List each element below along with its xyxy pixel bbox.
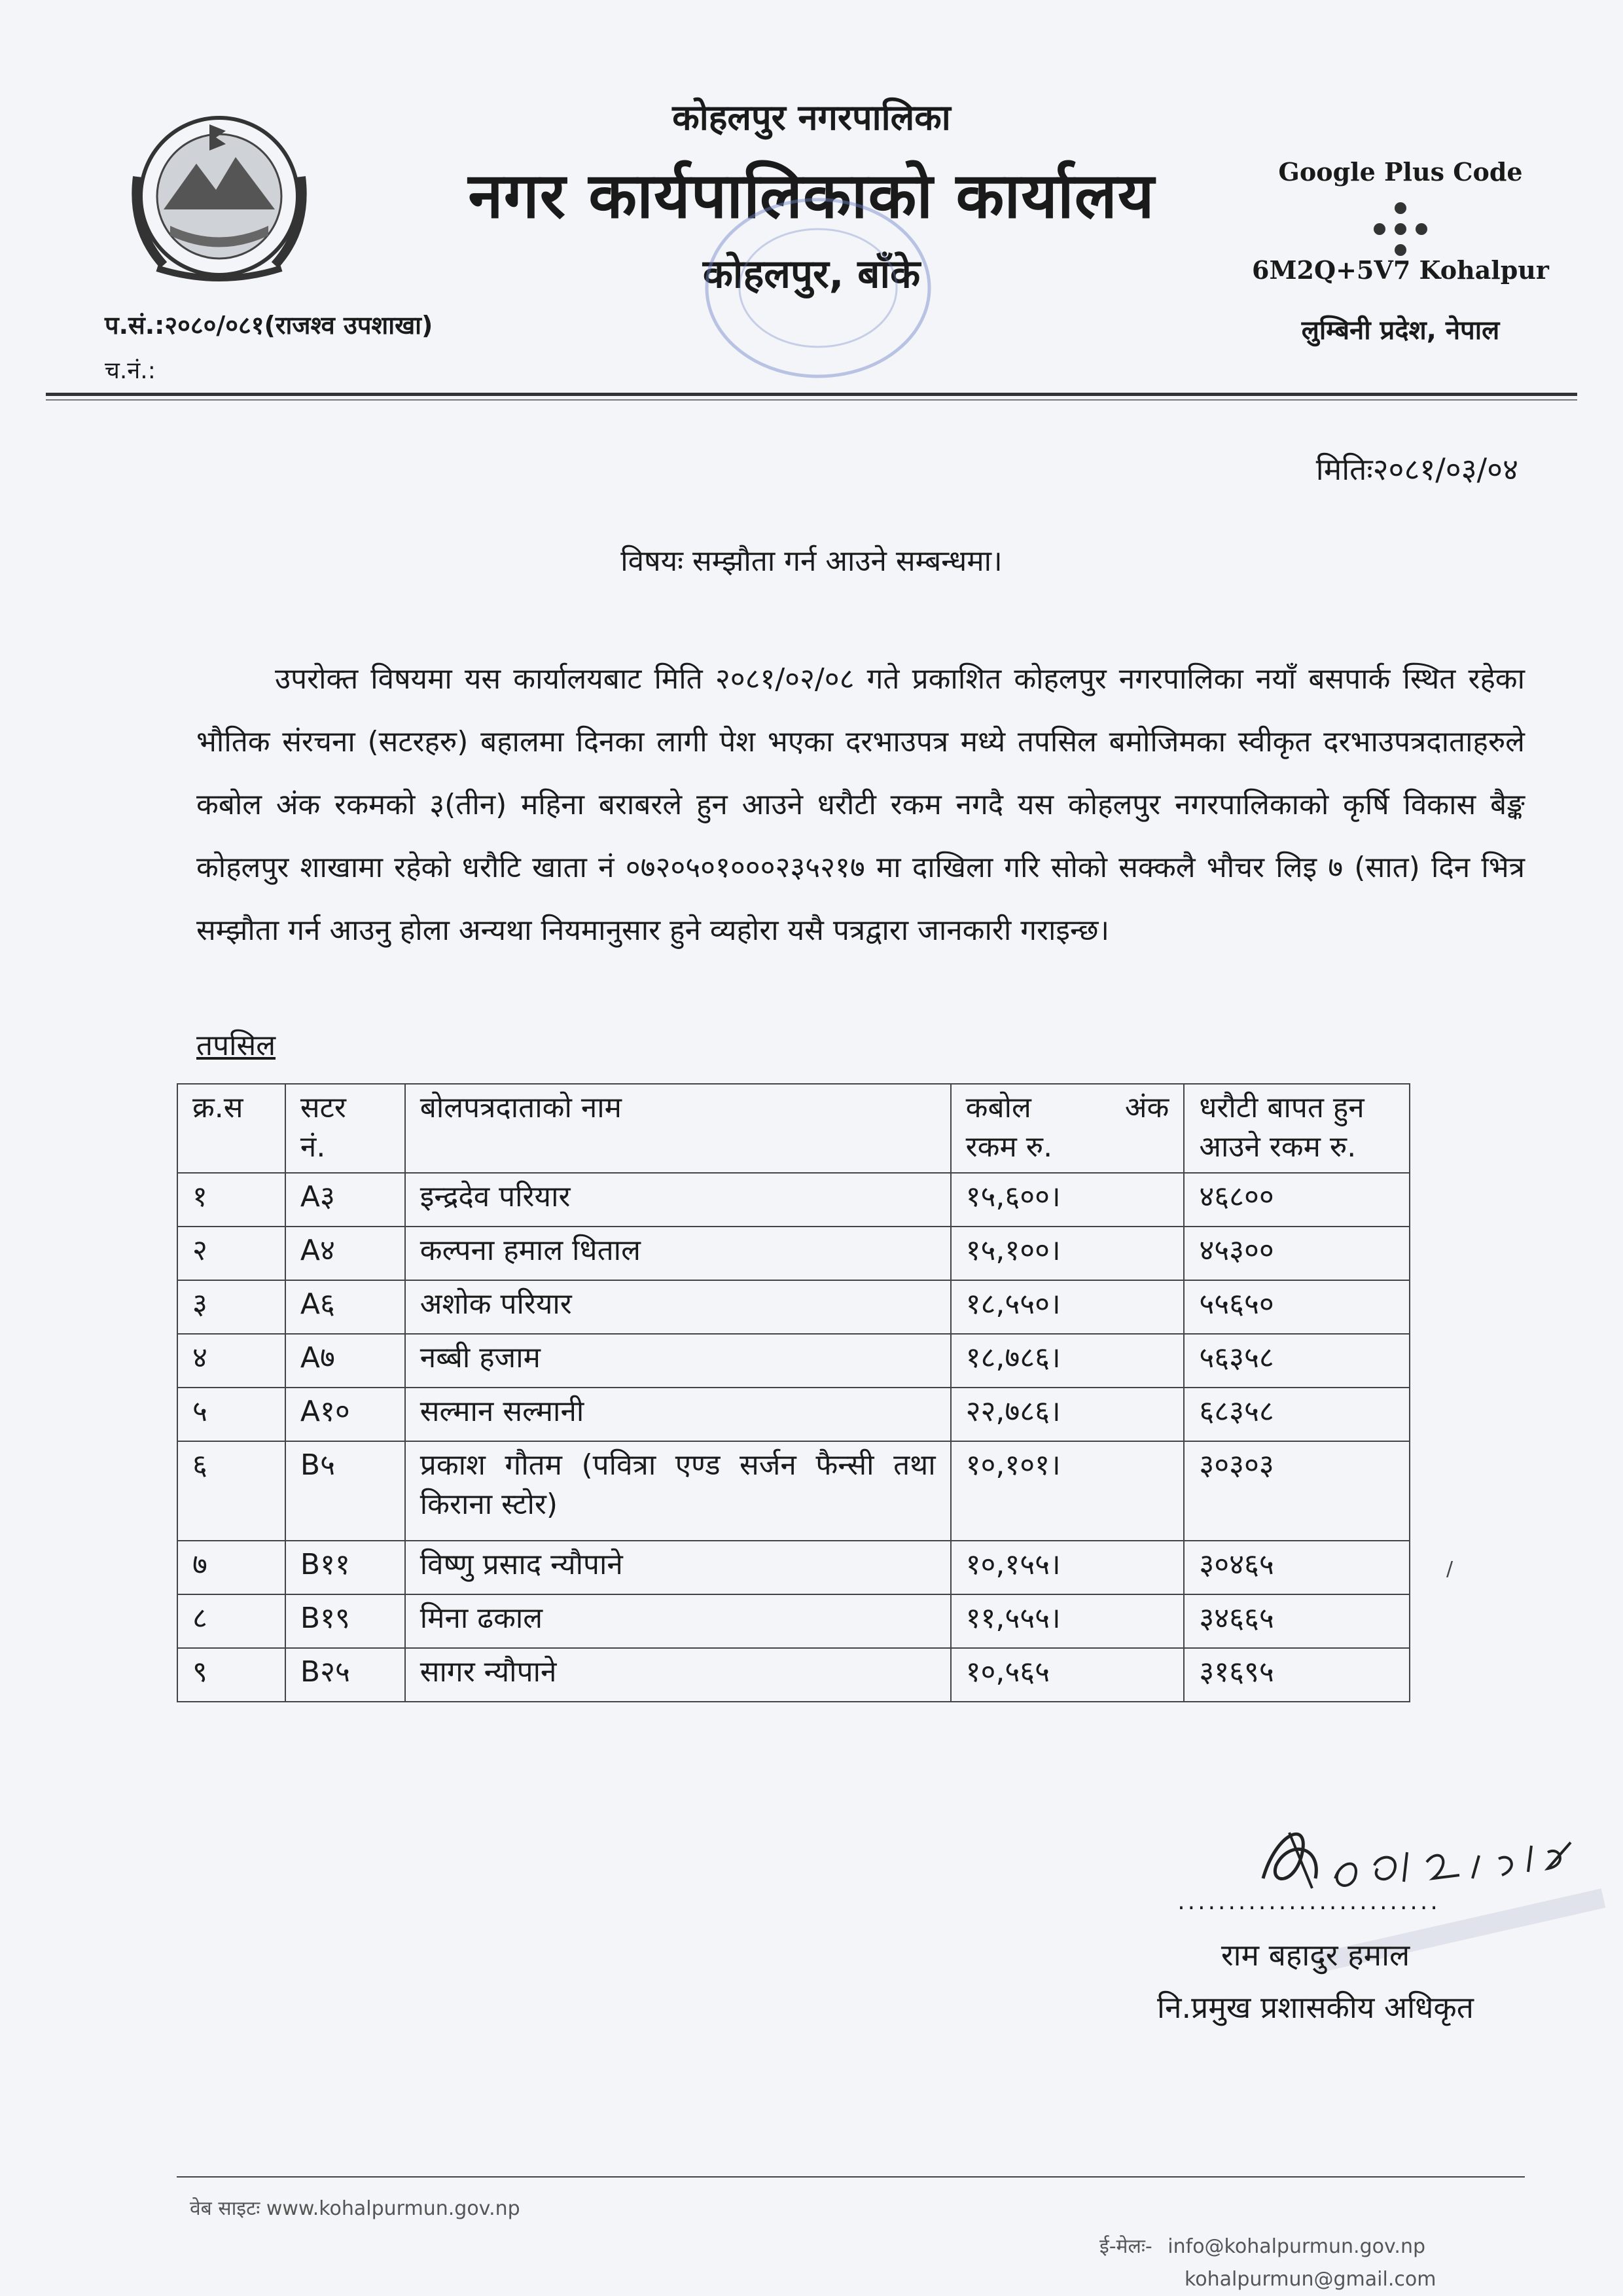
cell-sn: ६: [177, 1441, 285, 1541]
table-header-row: [177, 1084, 1410, 1173]
letter-subject: विषयः सम्झौता गर्न आउने सम्बन्धमा।: [620, 545, 1003, 578]
cell-shutter: A१०: [285, 1388, 405, 1441]
cell-bid: १०,१५५।: [951, 1541, 1185, 1594]
cell-deposit: ४६८००: [1184, 1173, 1410, 1227]
letter-body: उपरोक्त विषयमा यस कार्यालयबाट मिति २०८१/०२/०८ गते प्रकाशित कोहलपुर नगरपालिका नयाँ बसपार्क स्थित रहेका भौतिक संरचना (सटरहरु) बहालमा दिनका लागी पेश भएका दरभाउपत्र मध्ये तपसिल बमोजिमका स्वीकृत दरभाउपत्रदाताहरुले कबोल अंक रकमको ३(तीन) महिना बराबरले हुन आउने धरौटी रकम नगदै यस कोहलपुर नगरपालिकाको कृर्षि विकास बैङ्क कोहलपुर शाखामा रहेको धरौटि खाता नं ०७२०५०१०००२३५२१७ मा दाखिला गरि सोको सक्कलै भौचर लिइ ७ (सात) दिन भित्र सम्झौता गर्न आउनु होला अन्यथा नियमानुसार हुने व्यहोरा यसै पत्रद्वारा जानकारी गराइन्छ।: [196, 662, 1525, 947]
cell-sn: ७: [177, 1541, 285, 1594]
stray-mark: /: [1446, 1558, 1454, 1581]
table-row: [177, 1280, 1410, 1334]
cell-name: सागर न्यौपाने: [405, 1648, 951, 1702]
cell-sn: ४: [177, 1334, 285, 1388]
cell-deposit: ३१६९५: [1184, 1648, 1410, 1702]
municipality-name: कोहलपुर नगरपालिका: [672, 97, 951, 138]
cell-deposit: ५५६५०: [1184, 1280, 1410, 1334]
header-shutter: [285, 1084, 405, 1173]
cell-bid: १८,५५०।: [951, 1280, 1185, 1334]
header-shutter-line1: सटर: [300, 1091, 346, 1124]
cell-bid: १८,७८६।: [951, 1334, 1185, 1388]
header-sn: क्र.स: [177, 1084, 285, 1173]
cell-name: अशोक परियार: [405, 1280, 951, 1334]
cell-deposit: ३०३०३: [1184, 1441, 1410, 1541]
plus-code: 6M2Q+5V7 Kohalpur: [1252, 255, 1549, 285]
footer-email-primary: [1099, 2232, 1425, 2259]
table-row: [177, 1173, 1410, 1227]
table-row: [177, 1594, 1410, 1648]
footer-email-1: info@kohalpurmun.gov.np: [1168, 2235, 1426, 2258]
cell-name: कल्पना हमाल धिताल: [405, 1227, 951, 1280]
table-row: [177, 1441, 1410, 1541]
cell-sn: ८: [177, 1594, 285, 1648]
table-row: [177, 1227, 1410, 1280]
footer-divider: [177, 2176, 1525, 2178]
cell-sn: २: [177, 1227, 285, 1280]
cell-shutter: A४: [285, 1227, 405, 1280]
cell-bid: १५,६००।: [951, 1173, 1185, 1227]
header-deposit-line2: आउने रकम रु.: [1199, 1130, 1357, 1164]
cell-sn: ५: [177, 1388, 285, 1441]
cell-bid: १५,१००।: [951, 1227, 1185, 1280]
cell-sn: ३: [177, 1280, 285, 1334]
cell-name: प्रकाश गौतम (पवित्रा एण्ड सर्जन फैन्सी तथा किराना स्टोर): [405, 1441, 951, 1541]
header-shutter-line2: नं.: [300, 1130, 326, 1164]
plus-code-icon: [1368, 196, 1433, 262]
cell-bid: ११,५५५।: [951, 1594, 1185, 1648]
cell-name: नब्बी हजाम: [405, 1334, 951, 1388]
letter-date: मितिः२०८१/०३/०४: [1315, 452, 1518, 487]
cell-sn: १: [177, 1173, 285, 1227]
cell-bid: १०,१०१।: [951, 1441, 1185, 1541]
cell-shutter: B२५: [285, 1648, 405, 1702]
cell-bid: २२,७८६।: [951, 1388, 1185, 1441]
cell-deposit: ३०४६५: [1184, 1541, 1410, 1594]
header-divider-thin: [46, 399, 1577, 401]
cell-name: इन्द्रदेव परियार: [405, 1173, 951, 1227]
cell-name: मिना ढकाल: [405, 1594, 951, 1648]
cell-deposit: ३४६६५: [1184, 1594, 1410, 1648]
cell-deposit: ६८३५८: [1184, 1388, 1410, 1441]
table-row: [177, 1541, 1410, 1594]
cell-name: विष्णु प्रसाद न्यौपाने: [405, 1541, 951, 1594]
cell-deposit: ४५३००: [1184, 1227, 1410, 1280]
plus-code-label: Google Plus Code: [1278, 157, 1523, 187]
office-place: कोहलपुर, बाँके: [702, 251, 921, 297]
header-bid-line2: रकम रु.: [965, 1130, 1053, 1164]
footer-website: वेब साइटः www.kohalpurmun.gov.np: [190, 2197, 520, 2220]
header-deposit-line1: धरौटी बापत हुन: [1199, 1091, 1364, 1124]
cell-shutter: B१९: [285, 1594, 405, 1648]
cell-sn: ९: [177, 1648, 285, 1702]
reference-number: प.सं.:२०८०/०८१(राजश्व उपशाखा): [105, 311, 433, 340]
bidders-table: [177, 1083, 1410, 1702]
cell-deposit: ५६३५८: [1184, 1334, 1410, 1388]
table-row: [177, 1388, 1410, 1441]
signature-line: ..........................: [1177, 1888, 1440, 1915]
header-deposit: [1184, 1084, 1410, 1173]
dispatch-number: च.नं.:: [105, 357, 156, 384]
signer-title: नि.प्रमुख प्रशासकीय अधिकृत: [1157, 1990, 1474, 2025]
office-stamp-icon: [694, 190, 942, 386]
cell-shutter: B११: [285, 1541, 405, 1594]
footer-email-label: ई-मेलः-: [1099, 2235, 1152, 2258]
table-row: [177, 1334, 1410, 1388]
header-divider: [46, 393, 1577, 396]
cell-shutter: A७: [285, 1334, 405, 1388]
cell-shutter: A३: [285, 1173, 405, 1227]
header-name: बोलपत्रदाताको नाम: [405, 1084, 951, 1173]
cell-name: सल्मान सल्मानी: [405, 1388, 951, 1441]
signer-name: राम बहादुर हमाल: [1221, 1937, 1410, 1973]
cell-shutter: B५: [285, 1441, 405, 1541]
details-label: तपसिल: [196, 1029, 276, 1062]
header-bid: [951, 1084, 1185, 1173]
cell-bid: १०,५६५: [951, 1648, 1185, 1702]
header-bid-line1: कबोल अंक: [965, 1091, 1169, 1124]
footer-email-2: kohalpurmun@gmail.com: [1185, 2268, 1436, 2291]
province: लुम्बिनी प्रदेश, नेपाल: [1301, 315, 1500, 346]
table-row: [177, 1648, 1410, 1702]
cell-shutter: A६: [285, 1280, 405, 1334]
office-title: नगर कार्यपालिकाको कार्यालय: [468, 159, 1155, 232]
